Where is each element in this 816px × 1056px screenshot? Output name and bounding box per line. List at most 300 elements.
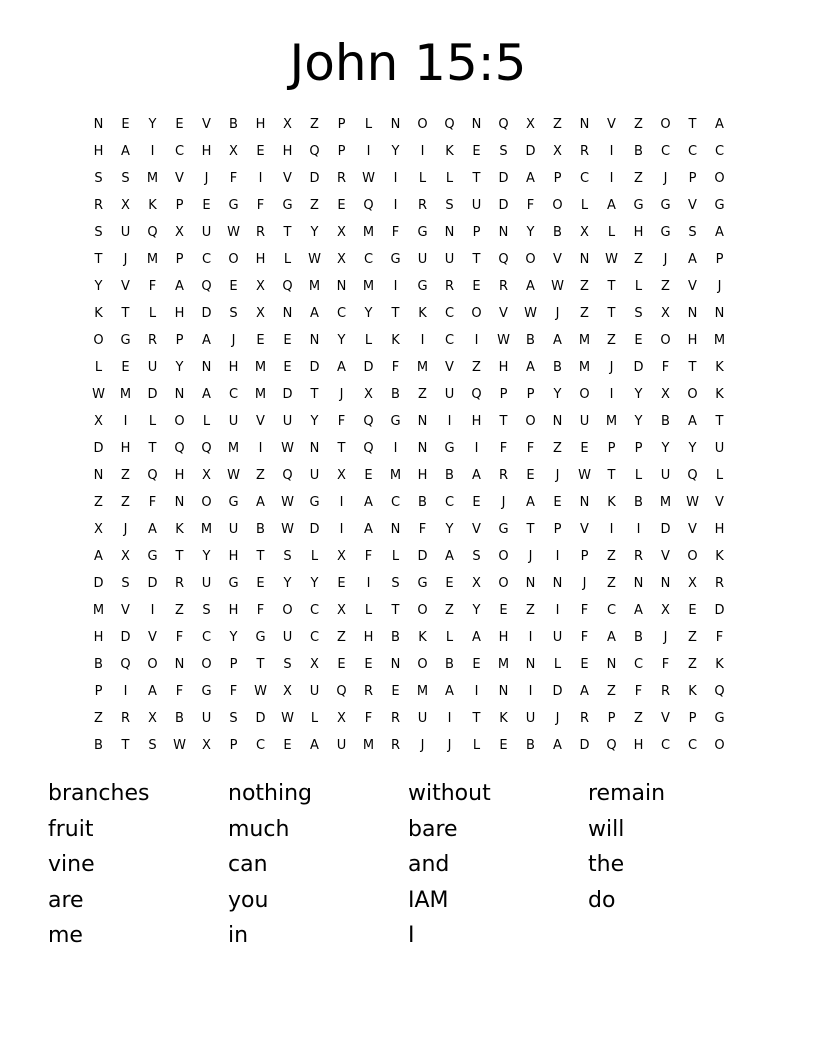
grid-letter[interactable]: I — [528, 630, 533, 645]
grid-letter[interactable]: F — [418, 522, 427, 537]
grid-letter[interactable]: A — [715, 117, 724, 132]
grid-letter[interactable]: E — [337, 198, 346, 213]
grid-letter[interactable]: U — [309, 468, 320, 483]
grid-letter[interactable]: I — [420, 144, 425, 159]
grid-letter[interactable]: K — [715, 360, 724, 375]
grid-letter[interactable]: I — [447, 711, 452, 726]
grid-letter[interactable]: P — [337, 144, 346, 159]
grid-letter[interactable]: M — [254, 360, 267, 375]
grid-letter[interactable]: G — [255, 630, 266, 645]
grid-letter[interactable]: N — [579, 495, 590, 510]
grid-letter[interactable]: L — [445, 630, 454, 645]
grid-letter[interactable]: A — [472, 630, 481, 645]
grid-letter[interactable]: C — [687, 144, 698, 159]
grid-letter[interactable]: O — [687, 387, 698, 402]
grid-letter[interactable]: N — [606, 657, 617, 672]
grid-letter[interactable]: P — [688, 711, 697, 726]
grid-letter[interactable]: L — [310, 549, 319, 564]
grid-letter[interactable]: Y — [94, 279, 103, 294]
grid-letter[interactable]: A — [337, 360, 346, 375]
grid-letter[interactable]: Z — [607, 333, 616, 348]
grid-letter[interactable]: I — [393, 198, 398, 213]
grid-letter[interactable]: P — [715, 252, 724, 267]
grid-letter[interactable]: G — [498, 522, 509, 537]
grid-letter[interactable]: Z — [121, 495, 130, 510]
grid-letter[interactable]: W — [281, 522, 294, 537]
grid-letter[interactable]: C — [363, 252, 374, 267]
grid-letter[interactable]: Z — [472, 360, 481, 375]
grid-letter[interactable]: H — [93, 144, 104, 159]
grid-letter[interactable]: Y — [310, 576, 319, 591]
grid-letter[interactable]: V — [283, 171, 292, 186]
grid-letter[interactable]: Z — [634, 171, 643, 186]
grid-letter[interactable]: E — [364, 468, 373, 483]
grid-letter[interactable]: A — [472, 468, 481, 483]
grid-letter[interactable]: V — [121, 279, 130, 294]
grid-letter[interactable]: X — [526, 117, 535, 132]
grid-letter[interactable]: B — [391, 387, 400, 402]
grid-letter[interactable]: U — [120, 225, 131, 240]
grid-letter[interactable]: B — [553, 360, 562, 375]
grid-letter[interactable]: J — [123, 252, 128, 267]
grid-letter[interactable]: Y — [688, 441, 697, 456]
grid-letter[interactable]: G — [201, 684, 212, 699]
grid-letter[interactable]: X — [364, 387, 373, 402]
grid-letter[interactable]: C — [606, 603, 617, 618]
grid-letter[interactable]: E — [526, 468, 535, 483]
grid-letter[interactable]: K — [607, 495, 616, 510]
grid-letter[interactable]: K — [715, 657, 724, 672]
grid-letter[interactable]: E — [202, 198, 211, 213]
grid-letter[interactable]: K — [445, 144, 454, 159]
grid-letter[interactable]: F — [526, 198, 535, 213]
grid-letter[interactable]: N — [444, 225, 455, 240]
grid-letter[interactable]: P — [472, 225, 481, 240]
grid-letter[interactable]: P — [499, 387, 508, 402]
grid-letter[interactable]: G — [633, 198, 644, 213]
grid-letter[interactable]: T — [472, 252, 481, 267]
grid-letter[interactable]: R — [633, 549, 644, 564]
grid-letter[interactable]: A — [715, 225, 724, 240]
grid-letter[interactable]: J — [582, 576, 587, 591]
grid-letter[interactable]: Y — [229, 630, 238, 645]
grid-letter[interactable]: K — [418, 630, 427, 645]
grid-letter[interactable]: Y — [661, 441, 670, 456]
grid-letter[interactable]: Y — [175, 360, 184, 375]
grid-letter[interactable]: P — [526, 387, 535, 402]
grid-letter[interactable]: I — [609, 171, 614, 186]
grid-letter[interactable]: O — [525, 252, 536, 267]
grid-letter[interactable]: M — [200, 522, 213, 537]
grid-letter[interactable]: R — [390, 711, 401, 726]
grid-letter[interactable]: O — [552, 198, 563, 213]
grid-letter[interactable]: M — [389, 468, 402, 483]
grid-letter[interactable]: D — [309, 171, 320, 186]
grid-letter[interactable]: Y — [337, 333, 346, 348]
grid-letter[interactable]: E — [499, 603, 508, 618]
grid-letter[interactable]: R — [363, 684, 374, 699]
grid-letter[interactable]: Z — [607, 684, 616, 699]
grid-letter[interactable]: T — [256, 549, 265, 564]
grid-letter[interactable]: Z — [121, 468, 130, 483]
grid-letter[interactable]: P — [94, 684, 103, 699]
grid-letter[interactable]: D — [309, 360, 320, 375]
grid-letter[interactable]: V — [148, 630, 157, 645]
grid-letter[interactable]: I — [123, 684, 128, 699]
grid-letter[interactable]: R — [660, 684, 671, 699]
grid-letter[interactable]: Z — [310, 117, 319, 132]
grid-letter[interactable]: J — [501, 495, 506, 510]
grid-letter[interactable]: A — [580, 684, 589, 699]
grid-letter[interactable]: C — [336, 306, 347, 321]
grid-letter[interactable]: F — [661, 657, 670, 672]
grid-letter[interactable]: V — [715, 495, 724, 510]
grid-letter[interactable]: G — [120, 333, 131, 348]
grid-letter[interactable]: E — [337, 657, 346, 672]
grid-letter[interactable]: F — [148, 279, 157, 294]
grid-letter[interactable]: X — [553, 144, 562, 159]
grid-letter[interactable]: W — [92, 387, 105, 402]
grid-letter[interactable]: Q — [336, 684, 347, 699]
grid-letter[interactable]: I — [555, 549, 560, 564]
grid-letter[interactable]: Z — [337, 630, 346, 645]
grid-letter[interactable]: L — [283, 252, 292, 267]
grid-letter[interactable]: R — [120, 711, 131, 726]
grid-letter[interactable]: O — [498, 549, 509, 564]
grid-letter[interactable]: J — [555, 711, 560, 726]
grid-letter[interactable]: X — [337, 549, 346, 564]
grid-letter[interactable]: U — [201, 225, 212, 240]
grid-letter[interactable]: T — [607, 279, 616, 294]
grid-letter[interactable]: W — [281, 441, 294, 456]
grid-letter[interactable]: R — [714, 576, 725, 591]
grid-letter[interactable]: V — [553, 252, 562, 267]
grid-letter[interactable]: S — [472, 549, 481, 564]
grid-letter[interactable]: H — [498, 630, 509, 645]
grid-letter[interactable]: G — [390, 252, 401, 267]
grid-letter[interactable]: Y — [634, 387, 643, 402]
grid-letter[interactable]: O — [687, 549, 698, 564]
grid-letter[interactable]: F — [499, 441, 508, 456]
grid-letter[interactable]: U — [147, 360, 158, 375]
grid-letter[interactable]: A — [175, 279, 184, 294]
grid-letter[interactable]: N — [579, 117, 590, 132]
grid-letter[interactable]: F — [175, 684, 184, 699]
grid-letter[interactable]: I — [339, 522, 344, 537]
grid-letter[interactable]: G — [660, 225, 671, 240]
grid-letter[interactable]: Q — [498, 252, 509, 267]
grid-letter[interactable]: Y — [364, 306, 373, 321]
grid-letter[interactable]: N — [498, 684, 509, 699]
grid-letter[interactable]: D — [93, 441, 104, 456]
grid-letter[interactable]: U — [201, 576, 212, 591]
grid-letter[interactable]: P — [553, 522, 562, 537]
grid-letter[interactable]: I — [609, 387, 614, 402]
grid-letter[interactable]: N — [201, 360, 212, 375]
grid-letter[interactable]: S — [499, 144, 508, 159]
grid-letter[interactable]: L — [472, 738, 481, 753]
grid-letter[interactable]: G — [228, 198, 239, 213]
grid-letter[interactable]: W — [605, 252, 618, 267]
grid-letter[interactable]: F — [337, 414, 346, 429]
grid-letter[interactable]: I — [150, 603, 155, 618]
grid-letter[interactable]: O — [471, 306, 482, 321]
grid-letter[interactable]: B — [418, 495, 427, 510]
grid-letter[interactable]: C — [309, 603, 320, 618]
grid-letter[interactable]: A — [688, 252, 697, 267]
grid-letter[interactable]: S — [121, 576, 130, 591]
grid-letter[interactable]: Z — [688, 630, 697, 645]
grid-letter[interactable]: H — [417, 468, 428, 483]
grid-letter[interactable]: O — [228, 252, 239, 267]
grid-letter[interactable]: Z — [553, 441, 562, 456]
grid-letter[interactable]: N — [552, 576, 563, 591]
grid-letter[interactable]: S — [229, 306, 238, 321]
grid-letter[interactable]: U — [228, 522, 239, 537]
grid-letter[interactable]: H — [201, 144, 212, 159]
grid-letter[interactable]: H — [633, 225, 644, 240]
grid-letter[interactable]: L — [634, 279, 643, 294]
grid-letter[interactable]: X — [580, 225, 589, 240]
grid-letter[interactable]: S — [634, 306, 643, 321]
grid-letter[interactable]: V — [661, 549, 670, 564]
grid-letter[interactable]: A — [256, 495, 265, 510]
grid-letter[interactable]: J — [339, 387, 344, 402]
grid-letter[interactable]: Q — [363, 441, 374, 456]
grid-letter[interactable]: S — [94, 225, 103, 240]
grid-letter[interactable]: T — [121, 306, 130, 321]
grid-letter[interactable]: X — [283, 117, 292, 132]
grid-letter[interactable]: A — [148, 684, 157, 699]
grid-letter[interactable]: I — [366, 144, 371, 159]
grid-letter[interactable]: R — [417, 198, 428, 213]
grid-letter[interactable]: U — [417, 252, 428, 267]
grid-letter[interactable]: I — [123, 414, 128, 429]
grid-letter[interactable]: L — [310, 711, 319, 726]
grid-letter[interactable]: U — [228, 414, 239, 429]
grid-letter[interactable]: Z — [661, 279, 670, 294]
grid-letter[interactable]: E — [121, 360, 130, 375]
grid-letter[interactable]: F — [391, 360, 400, 375]
grid-letter[interactable]: E — [553, 495, 562, 510]
grid-letter[interactable]: K — [715, 387, 724, 402]
grid-letter[interactable]: F — [580, 630, 589, 645]
grid-letter[interactable]: H — [363, 630, 374, 645]
grid-letter[interactable]: D — [309, 522, 320, 537]
grid-letter[interactable]: Q — [309, 144, 320, 159]
grid-letter[interactable]: W — [281, 711, 294, 726]
grid-letter[interactable]: E — [688, 603, 697, 618]
grid-letter[interactable]: H — [228, 360, 239, 375]
grid-letter[interactable]: P — [607, 711, 616, 726]
grid-letter[interactable]: A — [202, 333, 211, 348]
grid-letter[interactable]: V — [607, 117, 616, 132]
grid-letter[interactable]: Z — [553, 117, 562, 132]
grid-letter[interactable]: G — [417, 279, 428, 294]
grid-letter[interactable]: I — [636, 522, 641, 537]
grid-letter[interactable]: D — [201, 306, 212, 321]
grid-letter[interactable]: M — [362, 738, 375, 753]
grid-letter[interactable]: J — [555, 306, 560, 321]
grid-letter[interactable]: X — [121, 549, 130, 564]
grid-letter[interactable]: U — [579, 414, 590, 429]
grid-letter[interactable]: O — [417, 117, 428, 132]
grid-letter[interactable]: J — [717, 279, 722, 294]
grid-letter[interactable]: S — [94, 171, 103, 186]
grid-letter[interactable]: M — [146, 171, 159, 186]
grid-letter[interactable]: R — [336, 171, 347, 186]
grid-letter[interactable]: A — [445, 684, 454, 699]
grid-letter[interactable]: X — [337, 603, 346, 618]
grid-letter[interactable]: M — [659, 495, 672, 510]
grid-letter[interactable]: E — [580, 657, 589, 672]
grid-letter[interactable]: X — [94, 414, 103, 429]
grid-letter[interactable]: B — [634, 630, 643, 645]
grid-letter[interactable]: C — [174, 144, 185, 159]
grid-letter[interactable]: N — [336, 279, 347, 294]
grid-letter[interactable]: T — [499, 414, 508, 429]
grid-letter[interactable]: I — [474, 441, 479, 456]
grid-letter[interactable]: Q — [363, 198, 374, 213]
grid-letter[interactable]: B — [445, 657, 454, 672]
grid-letter[interactable]: Q — [147, 468, 158, 483]
grid-letter[interactable]: Y — [310, 225, 319, 240]
grid-letter[interactable]: E — [283, 333, 292, 348]
grid-letter[interactable]: L — [445, 171, 454, 186]
grid-letter[interactable]: E — [256, 576, 265, 591]
grid-letter[interactable]: K — [688, 684, 697, 699]
grid-letter[interactable]: E — [121, 117, 130, 132]
grid-letter[interactable]: E — [499, 738, 508, 753]
grid-letter[interactable]: Q — [174, 441, 185, 456]
grid-letter[interactable]: U — [282, 630, 293, 645]
grid-letter[interactable]: P — [607, 441, 616, 456]
grid-letter[interactable]: H — [228, 549, 239, 564]
grid-letter[interactable]: Q — [147, 225, 158, 240]
grid-letter[interactable]: Z — [607, 549, 616, 564]
grid-letter[interactable]: A — [553, 738, 562, 753]
grid-letter[interactable]: J — [609, 360, 614, 375]
grid-letter[interactable]: R — [579, 711, 590, 726]
grid-letter[interactable]: D — [417, 549, 428, 564]
grid-letter[interactable]: X — [337, 225, 346, 240]
grid-letter[interactable]: A — [121, 144, 130, 159]
grid-letter[interactable]: Z — [634, 117, 643, 132]
grid-letter[interactable]: U — [201, 711, 212, 726]
grid-letter[interactable]: S — [229, 711, 238, 726]
grid-letter[interactable]: F — [256, 603, 265, 618]
grid-letter[interactable]: C — [687, 738, 698, 753]
grid-letter[interactable]: B — [256, 522, 265, 537]
grid-letter[interactable]: J — [231, 333, 236, 348]
grid-letter[interactable]: L — [391, 549, 400, 564]
grid-letter[interactable]: Y — [391, 144, 400, 159]
grid-letter[interactable]: R — [579, 144, 590, 159]
grid-letter[interactable]: H — [255, 117, 266, 132]
grid-letter[interactable]: N — [93, 468, 104, 483]
grid-letter[interactable]: P — [175, 252, 184, 267]
grid-letter[interactable]: H — [282, 144, 293, 159]
grid-letter[interactable]: W — [254, 684, 267, 699]
grid-letter[interactable]: M — [146, 252, 159, 267]
grid-letter[interactable]: Q — [714, 684, 725, 699]
grid-letter[interactable]: N — [309, 333, 320, 348]
grid-letter[interactable]: M — [254, 387, 267, 402]
grid-letter[interactable]: W — [686, 495, 699, 510]
grid-letter[interactable]: L — [148, 414, 157, 429]
grid-letter[interactable]: U — [714, 441, 725, 456]
grid-letter[interactable]: O — [417, 603, 428, 618]
grid-letter[interactable]: U — [525, 711, 536, 726]
grid-letter[interactable]: A — [526, 279, 535, 294]
grid-letter[interactable]: T — [256, 657, 265, 672]
grid-letter[interactable]: O — [417, 657, 428, 672]
grid-letter[interactable]: I — [393, 171, 398, 186]
grid-letter[interactable]: G — [309, 495, 320, 510]
grid-letter[interactable]: S — [283, 549, 292, 564]
grid-letter[interactable]: O — [714, 738, 725, 753]
grid-letter[interactable]: O — [174, 414, 185, 429]
grid-letter[interactable]: R — [498, 468, 509, 483]
grid-letter[interactable]: Z — [634, 252, 643, 267]
grid-letter[interactable]: K — [94, 306, 103, 321]
grid-letter[interactable]: N — [552, 414, 563, 429]
grid-letter[interactable]: V — [175, 171, 184, 186]
grid-letter[interactable]: E — [229, 279, 238, 294]
grid-letter[interactable]: R — [390, 738, 401, 753]
grid-letter[interactable]: L — [553, 657, 562, 672]
grid-letter[interactable]: T — [472, 171, 481, 186]
grid-letter[interactable]: G — [282, 198, 293, 213]
grid-letter[interactable]: S — [121, 171, 130, 186]
grid-letter[interactable]: P — [688, 171, 697, 186]
grid-letter[interactable]: V — [472, 522, 481, 537]
grid-letter[interactable]: I — [609, 144, 614, 159]
grid-letter[interactable]: U — [309, 684, 320, 699]
grid-letter[interactable]: Z — [526, 603, 535, 618]
grid-letter[interactable]: N — [579, 252, 590, 267]
grid-letter[interactable]: D — [363, 360, 374, 375]
grid-letter[interactable]: N — [282, 306, 293, 321]
grid-letter[interactable]: A — [445, 549, 454, 564]
grid-letter[interactable]: I — [555, 603, 560, 618]
grid-letter[interactable]: Z — [256, 468, 265, 483]
grid-letter[interactable]: N — [174, 657, 185, 672]
grid-letter[interactable]: Y — [310, 414, 319, 429]
grid-letter[interactable]: K — [148, 198, 157, 213]
grid-letter[interactable]: D — [147, 387, 158, 402]
grid-letter[interactable]: F — [175, 630, 184, 645]
grid-letter[interactable]: S — [148, 738, 157, 753]
grid-letter[interactable]: E — [580, 441, 589, 456]
grid-letter[interactable]: W — [173, 738, 186, 753]
grid-letter[interactable]: V — [661, 711, 670, 726]
grid-letter[interactable]: D — [120, 630, 131, 645]
grid-letter[interactable]: O — [660, 333, 671, 348]
grid-letter[interactable]: L — [148, 306, 157, 321]
grid-letter[interactable]: V — [688, 198, 697, 213]
grid-letter[interactable]: R — [444, 279, 455, 294]
grid-letter[interactable]: Q — [201, 279, 212, 294]
grid-letter[interactable]: M — [497, 657, 510, 672]
grid-letter[interactable]: C — [444, 306, 455, 321]
grid-letter[interactable]: E — [472, 657, 481, 672]
grid-letter[interactable]: A — [607, 198, 616, 213]
grid-letter[interactable]: N — [417, 441, 428, 456]
grid-letter[interactable]: M — [92, 603, 105, 618]
grid-letter[interactable]: F — [229, 171, 238, 186]
grid-letter[interactable]: S — [202, 603, 211, 618]
